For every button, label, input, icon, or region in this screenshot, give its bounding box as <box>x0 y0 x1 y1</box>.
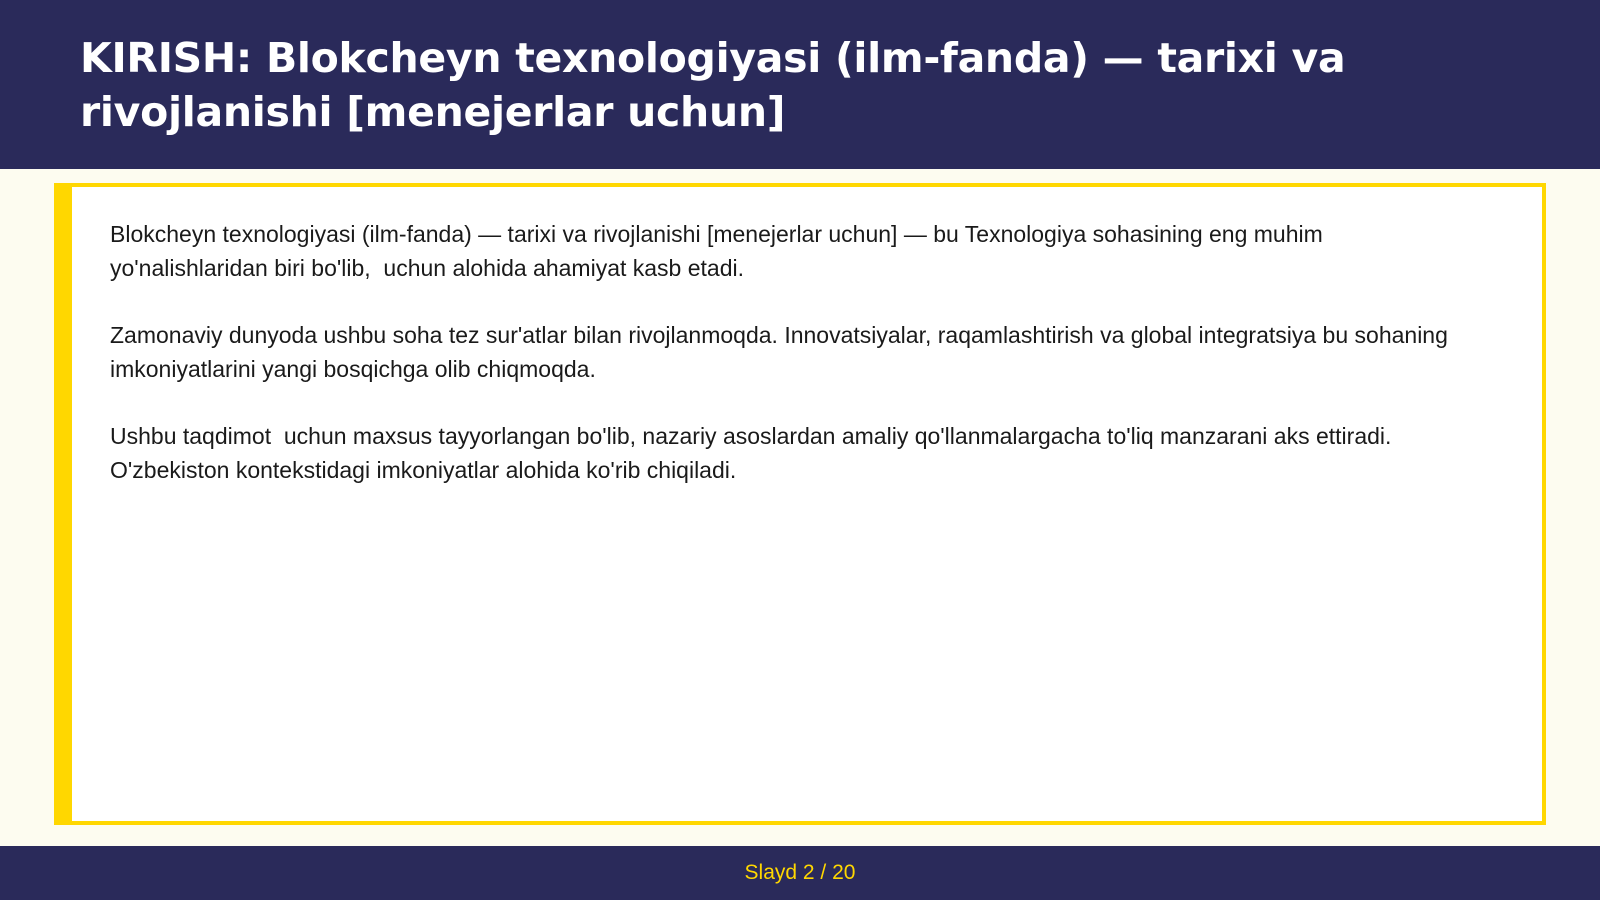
paragraph-modern-world: Zamonaviy dunyoda ushbu soha tez sur'atlar bilan rivojlanmoqda. Innovatsiyalar, raqamlashtirish va global integratsiya bu sohaning imkoniyatlarini yangi bosqichga olib chiqmoqda. <box>110 322 1455 382</box>
slide-footer <box>0 846 1600 900</box>
paragraph-presentation-scope: Ushbu taqdimot uchun maxsus tayyorlangan bo'lib, nazariy asoslardan amaliy qo'llanmalargacha to'liq manzarani aks ettiradi. O'zbekiston kontekstidagi imkoniyatlar alohida ko'rib chiqiladi. <box>110 423 1398 483</box>
slide-title: KIRISH: Blokcheyn texnologiyasi (ilm-fanda) — tarixi va rivojlanishi [menejerlar uchun] <box>80 34 1346 136</box>
slide-header <box>0 0 1600 169</box>
content-panel <box>54 183 1546 825</box>
paragraph-intro: Blokcheyn texnologiyasi (ilm-fanda) — tarixi va rivojlanishi [menejerlar uchun] — bu Texnologiya sohasining eng muhim yo'nalishlaridan biri bo'lib, uchun alohida ahamiyat kasb etadi. <box>110 221 1330 281</box>
slide-counter: Slayd 2 / 20 <box>744 861 856 884</box>
